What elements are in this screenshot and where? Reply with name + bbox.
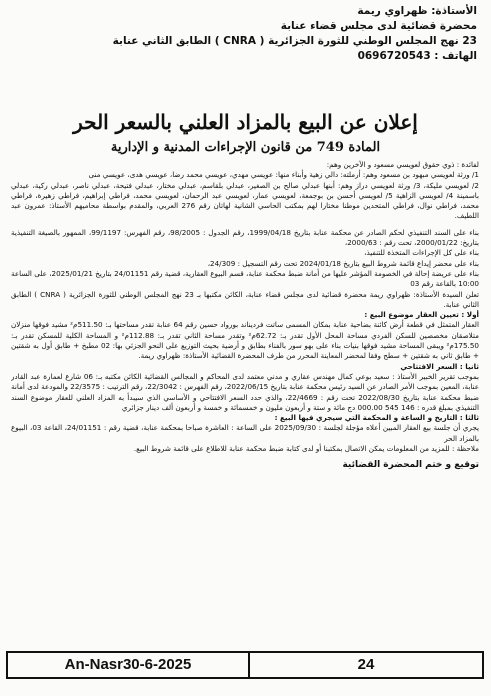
section-heading-date: ثالثا : التاريخ و الساعة و المحكمة التي سيجري فيها البيع :: [274, 413, 479, 423]
section-heading-property: أولا : تعيين العقار موضوع البيع :: [364, 310, 479, 320]
paragraph-property-description: العقار المتمثل في قطعة أرض كائنة بضاحية عنابة بمكان المسمى ساتت فرديناند بورواد حسين رقم 64 عنابة تقدر مساحتها بـ: 511.50م² مشيد فوقها منزلان متلاصقان مخصصين للسكن الفردي مساحة المحل الأول تقدر بـ: 62.72م² وتقدر مساحة الثاني تقدر بـ: 112.88م² و المساحة الكلية للمسكن تقدر بـ: 175.50م² ويبقى المساحة مشيد فوقها بنيات بناء على بهو سور بالفناء بطابق و أرضية بحيث التوزيع على النحو الجزئي بها: 02 مطبخ + طابق أول به شقتين + طابق ثاني به شقتين + سطح وفقا لمحضر المعاينة المحرر من طرف المحضرة القضائية الأستاذة: ظهراوي ريمة.: [11, 320, 479, 361]
announcement-body: [11, 160, 479, 638]
page-footer: [6, 651, 484, 679]
announcement-subtitle: المادة 749 من قانون الإجراءات المدنية و الإدارية: [110, 140, 381, 155]
paragraph-opening-price: بموجب تقرير الخبير الأستاذ : سعيد بوعي كمال مهندس عقاري و مدني معتمد لدى المحاكم و المجالس القضائية الكائن مكتبه بـ: 06 شارع لعمارة عبد القادر عنابة، المعين بموجب الأمر الصادر عن السيد رئيس محكمة عنابة بتاريخ 2022/06/15، رقم الفهرس : 22/3042، رقم الترتيب : 22/3575 والمودعة لدى أمانة ضبط محكمة عنابة بتاريخ 2022/08/30 تحت رقم : 22/4669، والذي حدد السعر الافتتاحي و الأساسي الذي سيبدأ به المزاد العلني للعقار موضوع السند التنفيذي بمبلغ قدره : 146 545 000.00 دج مائة و ستة و أربعون مليون و خمسمائة و خمسة و أربعون ألف دينار جزائري: [11, 371, 479, 412]
bailiff-address: 23 نهج المجلس الوطني للثورة الجزائرية ( CNRA ) الطابق الثاني عنابة: [112, 35, 477, 47]
paragraph-referral: بناء على عريضة إحالة في الخصومة المؤشر عليها من أمانة ضبط محكمة عنابة، قسم البيوع العقارية، قضية رقم 24/01151 بتاريخ 2025/01/21، على الساعة 10:00 بالقاعة رقم 03: [11, 268, 479, 289]
paragraph-enforcement-title: بناء على السند التنفيذي لحكم الصادر عن محكمة عنابة بتاريخ 1999/04/18، رقم الجدول : 98/2005، رقم الفهرس: 99/1197، الممهور بالصيغة التنفيذية بتاريخ: 2000/01/22، تحت رقم : 2000/63،: [11, 227, 479, 248]
paragraph-note: ملاحظة : للمزيد من المعلومات يمكن الاتصال بمكتبنا أو لدى كتابة ضبط محكمة عنابة للاطلاع على قائمة شروط البيع.: [133, 444, 479, 454]
bailiff-phone: الهاتف : 0696720543: [357, 50, 477, 62]
paragraph-sale-session: يجري أن جلسة بيع العقار المبين أعلاه مؤجلة لجلسة : 2025/09/30 على الساعة : العاشرة صباحا بمحكمة عنابة، قضية رقم : 24/01151، القاعة 03، البيوع بالمزاد الحر: [11, 423, 479, 443]
paragraph-procedures: بناء على كل الإجراءات المتخذة للتنفيذ،: [364, 248, 479, 258]
bailiff-office: محضرة قضائية لدى مجلس قضاء عنابة: [280, 20, 477, 32]
signature-line: توقيع و ختم المحضرة القضائية: [342, 460, 479, 471]
section-heading-price: ثانيا : السعر الافتتاحي: [400, 361, 479, 371]
paragraph-heirs-1: 1/ ورثة لعويسي مبهود بن مسعود وهم: أرملته: دالي زهية وأبناء منها: عويسي مهدي، عويسي محمد رضا، عويسي هدى، عويسي منى: [88, 170, 479, 180]
page-number: 24: [357, 656, 375, 673]
newspaper-edition: An-Nasr30-6-2025: [8, 653, 250, 677]
paragraph-heirs-2: 2/ لعويسي مليكة، 3/ ورثة لعويسي دراز وهم: أبنها عبدلي صالح بن الصغير، عبدلي بلقاسم، عبدلي مختار، عبدلي فتيحة، عبدلي ناصر، عبدلي ركية، عبدلي باسمينة 4/ لعويسي الزاهية 5/ لعويسي أحسن بن بوجمعة، لعويسي عمار، لعويسي عبد الرحمان، لعويسي محمد، فراطي إبراهيم، فراطي زهيرة، فراطي محمد، فراطي نوال، فراطي المتحدين موطنا مختارا لهم بمكتب الحاسي الشانية لهاتان رقم 276 العربي، والمقدم بواسطة محاميهم الأستاذ: عمرون عبد اللطيف.: [11, 180, 479, 221]
paragraph-conditions-deposit: بناء على محضر إيداع قائمة شروط البيع بتاريخ 2024/01/18 تحت رقم التسجيل : 24/309،: [207, 258, 479, 268]
announcement-title: إعلان عن البيع بالمزاد العلني بالسعر الحر: [73, 110, 418, 134]
paragraph-notice-by-bailiff: تعلن السيدة الأستاذة: ظهراوي ريمة محضرة قضائية لدى مجلس قضاء عنابة، الكائن مكتبها بـ 23 نهج المجلس الوطني للثورة الجزائرية ( CNRA ) الطابق الثاني عنابة.: [11, 289, 479, 309]
paragraph-beneficiaries: لفائدة : ذوي حقوق لعويسي مسعود و الآخرين وهم:: [326, 160, 479, 169]
bailiff-name: الأستاذة: ظهراوي ريمة: [357, 5, 477, 17]
bailiff-header: [13, 4, 477, 64]
